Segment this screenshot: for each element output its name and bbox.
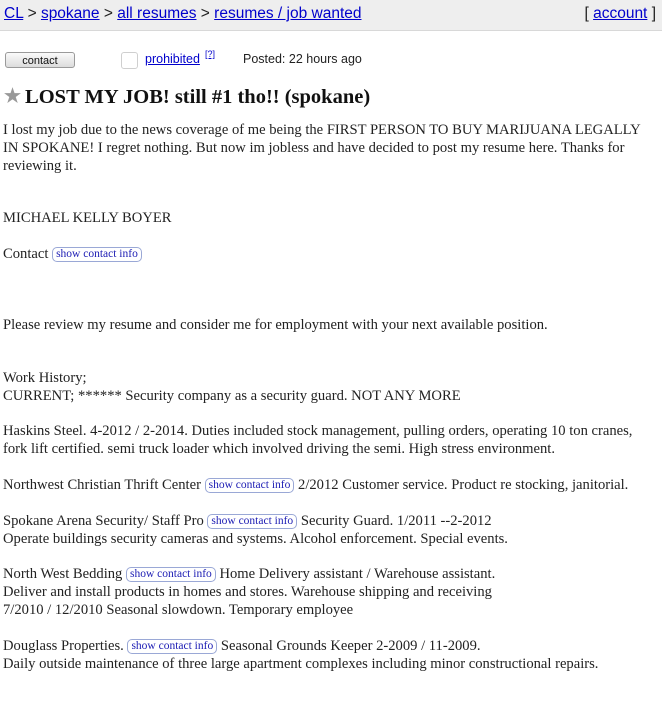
show-contact-info-button[interactable]: show contact info <box>205 478 295 493</box>
contact-button[interactable]: contact <box>5 52 75 68</box>
breadcrumb-spokane-link[interactable]: spokane <box>40 5 100 22</box>
breadcrumb-cl-link[interactable]: CL <box>4 5 24 22</box>
account-area <box>584 5 656 23</box>
arena-job <box>3 513 658 549</box>
bedding-name: North West Bedding <box>3 566 123 583</box>
account-link[interactable]: account <box>593 5 648 22</box>
bedding-line-3: 7/2010 / 12/2010 Seasonal slowdown. Temporary employee <box>3 601 354 618</box>
breadcrumb <box>4 5 362 23</box>
douglass-job <box>3 638 658 674</box>
douglass-desc: Daily outside maintenance of three large apartment complexes including minor constructional repairs. <box>3 655 599 672</box>
show-contact-info-button[interactable]: show contact info <box>52 247 142 262</box>
nw-christian-desc: 2/2012 Customer service. Product re stocking, janitorial. <box>298 476 629 493</box>
posting-title-text: LOST MY JOB! still #1 tho!! (spokane) <box>25 86 371 108</box>
bedding-line-2: Deliver and install products in homes and stores. Warehouse shipping and receiving <box>3 584 492 601</box>
flag-checkbox[interactable] <box>121 52 138 69</box>
bedding-role: Home Delivery assistant / Warehouse assistant. <box>219 566 496 583</box>
work-history-heading: Work History; <box>3 369 87 386</box>
douglass-name: Douglass Properties. <box>3 637 124 654</box>
nw-christian-job <box>3 477 658 495</box>
posting-title <box>4 86 370 109</box>
bracket-close: ] <box>651 5 656 22</box>
breadcrumb-separator: > <box>200 5 210 22</box>
bracket-open: [ <box>584 5 589 22</box>
favorite-star-icon[interactable]: ★ <box>4 86 22 107</box>
current-job: CURRENT; ****** Security company as a security guard. NOT ANY MORE <box>3 387 461 404</box>
breadcrumb-all-resumes-link[interactable]: all resumes <box>117 5 197 22</box>
show-contact-info-button[interactable]: show contact info <box>127 639 217 654</box>
review-paragraph: Please review my resume and consider me for employment with your next available position. <box>3 316 548 333</box>
show-contact-info-button[interactable]: show contact info <box>126 567 216 582</box>
arena-name: Spokane Arena Security/ Staff Pro <box>3 512 204 529</box>
douglass-role: Seasonal Grounds Keeper 2-2009 / 11-2009. <box>220 637 481 654</box>
posting-toolbar <box>0 46 662 72</box>
breadcrumb-job-wanted-link[interactable]: resumes / job wanted <box>214 5 362 22</box>
nw-christian-name: Northwest Christian Thrift Center <box>3 476 201 493</box>
posted-time: 22 hours ago <box>288 52 362 66</box>
contact-label: Contact <box>3 246 49 263</box>
posted-label: Posted: <box>243 52 286 66</box>
contact-line <box>3 246 658 264</box>
flag-help-link[interactable]: [?] <box>205 49 216 59</box>
breadcrumb-separator: > <box>27 5 37 22</box>
posting-body <box>3 122 658 673</box>
arena-desc: Operate buildings security cameras and systems. Alcohol enforcement. Special events. <box>3 530 508 547</box>
show-contact-info-button[interactable]: show contact info <box>207 514 297 529</box>
posted-date <box>243 52 362 66</box>
applicant-name: MICHAEL KELLY BOYER <box>3 210 172 227</box>
bedding-job <box>3 566 658 619</box>
haskins-job: Haskins Steel. 4-2012 / 2-2014. Duties included stock management, pulling orders, operating 10 ton cranes, fork lift certified. semi truck loader which involved driving the semi. High stress environment. <box>3 423 633 458</box>
prohibited-flag-link[interactable]: prohibited <box>145 52 200 66</box>
intro-paragraph: I lost my job due to the news coverage of me being the FIRST PERSON TO BUY MARIJUANA LEGALLY IN SPOKANE! I regret nothing. But now im jobless and have decided to post my resume here. Thanks for reviewing it. <box>3 122 641 174</box>
top-nav-bar <box>0 0 662 31</box>
breadcrumb-separator: > <box>103 5 113 22</box>
arena-role: Security Guard. 1/2011 --2-2012 <box>300 512 492 529</box>
